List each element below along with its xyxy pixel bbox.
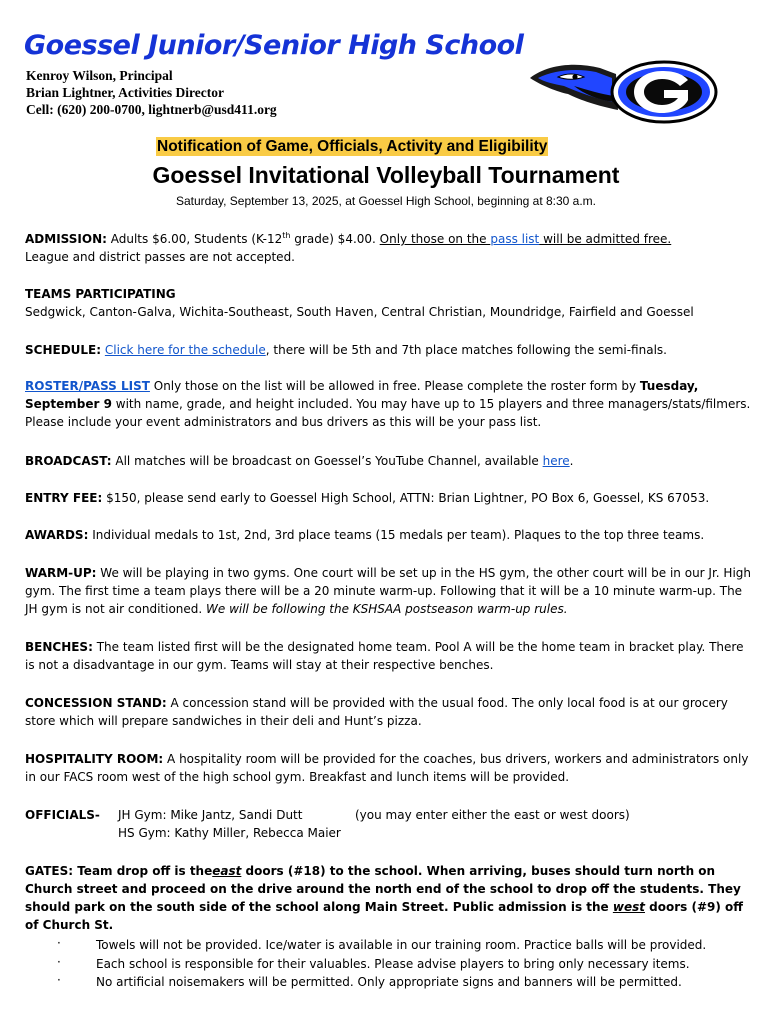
youtube-link[interactable]: here [542, 454, 570, 468]
hospitality-label: HOSPITALITY ROOM: [25, 752, 164, 766]
gates-section: GATES: Team drop off is theeast doors (#18) to the school. When arriving, buses should turn north on Church street and proceed on the drive around the north end of the school to drop off the students. They should park on the south side of the school along Main Street. Public admission is the west doors (#9) off of Church St. [25, 864, 743, 932]
school-name: Goessel Junior/Senior High School [24, 30, 524, 61]
broadcast-label: BROADCAST: [25, 454, 112, 468]
list-item: No artificial noisemakers will be permitted. Only appropriate signs and banners will be permitted. [96, 975, 682, 989]
bullet-dot: · [57, 973, 61, 987]
awards-section: AWARDS: Individual medals to 1st, 2nd, 3rd place teams (15 medals per team). Plaques to the top three teams. [25, 528, 705, 542]
admission-section: ADMISSION: Adults $6.00, Students (K-12th grade) $4.00. Only those on the pass list will be admitted free. League and district passes are not accepted. [25, 231, 672, 264]
broadcast-section: BROADCAST: All matches will be broadcast on Goessel’s YouTube Channel, available here. [25, 454, 574, 468]
event-date-line: Saturday, September 13, 2025, at Goessel High School, beginning at 8:30 a.m. [175, 194, 597, 208]
pass-list-link[interactable]: pass list [490, 232, 540, 246]
warmup-section: WARM-UP: We will be playing in two gyms. One court will be set up in the HS gym, the other court will be in our Jr. High gym. The first time a team plays there will be a 20 minute warm-up. Following that it will be a 10 minute warm-up. The JH gym is not air conditioned. We will be following the KSHSAA postseason warm-up rules. [25, 566, 751, 616]
officials-label: OFFICIALS- [25, 808, 100, 822]
teams-list: Sedgwick, Canton-Galva, Wichita-Southeast, South Haven, Central Christian, Moundridge, Fairfield and Goessel [25, 305, 694, 319]
teams-label: TEAMS PARTICIPATING [25, 287, 176, 301]
roster-pass-list-link[interactable]: ROSTER/PASS LIST [25, 379, 150, 393]
event-title: Goessel Invitational Volleyball Tournament [152, 162, 620, 188]
contact-line: Cell: (620) 200-0700, lightnerb@usd411.org [26, 102, 277, 117]
list-item: Towels will not be provided. Ice/water is available in our training room. Practice balls will be provided. [96, 938, 707, 952]
awards-label: AWARDS: [25, 528, 89, 542]
teams-section [25, 285, 755, 321]
bullet-dot: · [57, 955, 61, 969]
concession-label: CONCESSION STAND: [25, 696, 167, 710]
schedule-link[interactable]: Click here for the schedule [104, 343, 266, 357]
principal-line: Kenroy Wilson, Principal [26, 68, 173, 83]
hospitality-section: HOSPITALITY ROOM: A hospitality room will be provided for the coaches, bus drivers, workers and administrators only in our FACS room west of the high school gym. Breakfast and lunch items will be provided. [25, 752, 749, 784]
bluejay-head-icon [530, 65, 618, 110]
bullet-dot: · [57, 936, 61, 950]
activities-director-line: Brian Lightner, Activities Director [26, 85, 224, 100]
jh-gym-officials: JH Gym: Mike Jantz, Sandi Dutt [118, 808, 303, 822]
roster-section: ROSTER/PASS LIST Only those on the list will be allowed in free. Please complete the roster form by Tuesday, September 9 with name, grade, and height included. You may have up to 15 players and three managers/stats/filmers. Please include your event administrators and bus drivers as this will be your pass list. [25, 379, 751, 429]
entry-fee-label: ENTRY FEE: [25, 491, 103, 505]
entry-fee-section: ENTRY FEE: $150, please send early to Goessel High School, ATTN: Brian Lightner, PO Box 6, Goessel, KS 67053. [25, 491, 710, 505]
list-item: Each school is responsible for their valuables. Please advise players to bring only necessary items. [96, 957, 690, 971]
officials-section [25, 806, 755, 840]
benches-label: BENCHES: [25, 640, 93, 654]
logo-letter: G [708, 122, 709, 123]
door-note: (you may enter either the east or west doors) [355, 808, 630, 822]
benches-section: BENCHES: The team listed first will be the designated home team. Pool A will be the home team in bracket play. There is not a disadvantage in our gym. Teams will stay at their respective benches. [25, 640, 744, 672]
admission-label: ADMISSION: [25, 232, 107, 246]
hs-gym-officials: HS Gym: Kathy Miller, Rebecca Maier [118, 826, 341, 840]
concession-section: CONCESSION STAND: A concession stand will be provided with the usual food. The only local food is at our grocery store which will prepare sandwiches in their deli and Hunt’s pizza. [25, 696, 728, 728]
warmup-label: WARM-UP: [25, 566, 97, 580]
schedule-label: SCHEDULE: [25, 343, 102, 357]
schedule-section: SCHEDULE: Click here for the schedule, there will be 5th and 7th place matches following the semi-finals. [25, 343, 667, 357]
school-logo [528, 58, 718, 126]
notification-heading: Notification of Game, Officials, Activity and Eligibility [157, 138, 548, 155]
